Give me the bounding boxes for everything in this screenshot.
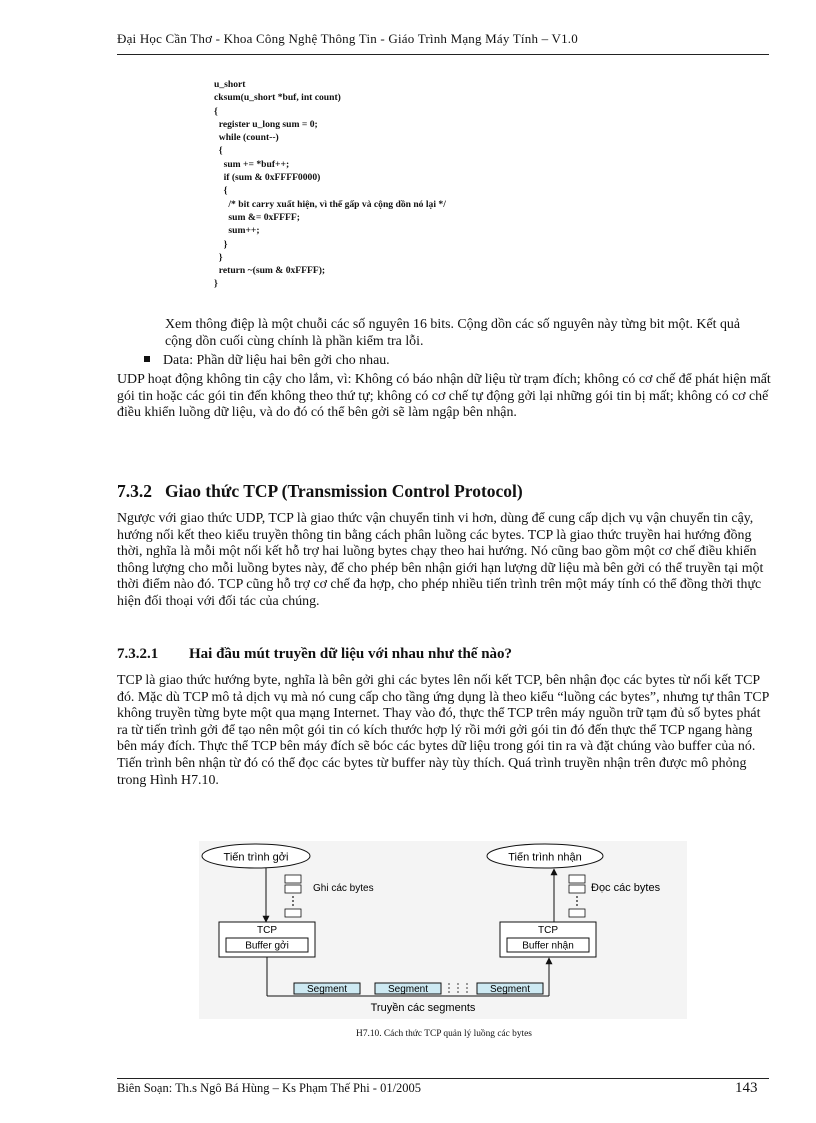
tcp-stream-figure — [199, 841, 687, 1019]
subsection-heading — [117, 646, 512, 663]
code-line: sum += *buf++; — [214, 158, 290, 170]
code-line: { — [214, 145, 223, 157]
code-line: return ~(sum & 0xFFFF); — [214, 265, 326, 277]
footer-divider — [117, 1078, 769, 1079]
byte-box — [285, 875, 301, 883]
footer-author: Biên Soạn: Th.s Ngô Bá Hùng – Ks Phạm Thế Phi - 01/2005 — [117, 1081, 422, 1095]
ellipsis-dot — [576, 896, 578, 898]
code-line: /* bit carry xuất hiện, vì thế gấp và cộng dồn nó lại */ — [214, 198, 446, 210]
ellipsis-dot — [576, 900, 578, 902]
code-line: if (sum & 0xFFFF0000) — [214, 172, 321, 184]
code-line: register u_long sum = 0; — [214, 118, 318, 130]
byte-box — [569, 885, 585, 893]
byte-stream-paragraph: TCP là giao thức hướng byte, nghĩa là bên gởi ghi các bytes lên nối kết TCP, bên nhận đọc các bytes từ nối kết TCP đó. Mặc dù TCP mô tả dịch vụ mà nó cung cấp cho tầng ứng dụng là theo kiểu “luồng các bytes”, nhưng tự thân TCP không truyền từng byte một qua mạng Internet. Thay vào đó, thực thể TCP trên máy nguồn trữ tạm đủ số bytes phát ra từ tiến trình gởi để tạo nên một gói tin có kích thước hợp lý rồi mới gởi gói tin đó đến thực thể TCP ngang hàng bên máy đích. Thực thể TCP bên máy đích sẽ bóc các bytes dữ liệu trong gói tin ra và đặt chúng vào buffer của nó. Tiến trình bên nhận từ đó có thể đọc các bytes từ buffer này tùy thích. Quá trình truyền nhận trên được mô phỏng trong Hình H7.10. — [117, 673, 769, 788]
sender-process-label: Tiến trình gởi — [223, 851, 289, 864]
code-listing — [214, 78, 446, 291]
write-bytes-label: Ghi các bytes — [313, 883, 374, 894]
tcp-sender-label: TCP — [257, 925, 277, 936]
bullet-text: Data: Phần dữ liệu hai bên gởi cho nhau. — [163, 353, 390, 368]
recv-buffer-label: Buffer nhận — [522, 940, 574, 952]
bullet-item-data — [144, 353, 390, 370]
checksum-paragraph: Xem thông điệp là một chuỗi các số nguyên 16 bits. Cộng dồn các số nguyên này từng bit một. Kết quả cộng dồn cuối cùng chính là phần kiểm tra lỗi. — [165, 317, 741, 349]
tcp-paragraph: Ngược với giao thức UDP, TCP là giao thức vận chuyển tinh vi hơn, dùng để cung cấp dịch vụ vận chuyển tin cậy, hướng nối kết theo kiểu truyền thông tin bằng cách phân luồng các bytes. TCP là giao thức truyền hai hướng đồng thời, nghĩa là mỗi một nối kết hỗ trợ hai luồng bytes chạy theo hai hướng. Nó cũng bao gồm một cơ chế điều khiển thông lượng cho mỗi luồng bytes này, để cho phép bên nhận giới hạn lượng dữ liệu mà bên gởi có thể truyền tại một thời điểm nào đó. TCP cũng hỗ trợ cơ chế đa hợp, cho phép nhiều tiến trình trên một máy tính có thể đồng thời thực hiện đối thoại với đối tác của chúng. — [117, 511, 764, 609]
code-line: } — [214, 278, 218, 290]
segment-label: Segment — [489, 984, 531, 995]
transmit-label: Truyền các segments — [370, 1002, 476, 1014]
ellipsis-dot — [292, 900, 294, 902]
code-line: u_short — [214, 79, 246, 90]
byte-box — [569, 875, 585, 883]
ellipsis-dot — [292, 896, 294, 898]
header-divider — [117, 54, 769, 55]
byte-box — [285, 885, 301, 893]
section-title: Giao thức TCP (Transmission Control Protocol) — [165, 481, 523, 501]
segment-label: Segment — [387, 984, 429, 995]
code-line: cksum(u_short *buf, int count) — [214, 92, 341, 104]
figure-diagram — [199, 841, 687, 1019]
section-number: 7.3.2 — [117, 481, 152, 501]
code-line: sum++; — [214, 225, 260, 237]
code-line: } — [214, 251, 223, 263]
byte-box — [285, 909, 301, 917]
send-buffer-label: Buffer gởi — [245, 940, 289, 952]
udp-paragraph: UDP hoạt động không tin cậy cho lắm, vì: Không có báo nhận dữ liệu từ trạm đích; không có cơ chế để phát hiện mất gói tin hoặc các gói tin đến không theo thứ tự; không có cơ chế tự động gởi lại những gói tin bị mất; không có cơ chế điều khiển luồng dữ liệu, và do đó có thể bên gởi sẽ làm ngập bên nhận. — [117, 372, 771, 421]
section-heading — [117, 481, 523, 502]
figure-caption: H7.10. Cách thức TCP quản lý luồng các bytes — [356, 1029, 532, 1039]
subsection-number: 7.3.2.1 — [117, 646, 159, 662]
receiver-process-label: Tiến trình nhận — [508, 851, 582, 864]
page-header: Đại Học Cần Thơ - Khoa Công Nghệ Thông Tin - Giáo Trình Mạng Máy Tính – V1.0 — [117, 31, 578, 46]
ellipsis-dot — [292, 904, 294, 906]
ellipsis-dot — [576, 904, 578, 906]
subsection-title: Hai đầu mút truyền dữ liệu với nhau như thế nào? — [189, 646, 513, 662]
bullet-icon — [144, 356, 150, 362]
segment-label: Segment — [306, 984, 348, 995]
code-line: { — [214, 185, 228, 197]
read-bytes-label: Đọc các bytes — [591, 882, 661, 894]
page-number: 143 — [735, 1080, 758, 1096]
code-line: { — [214, 105, 218, 117]
tcp-receiver-label: TCP — [538, 925, 558, 936]
code-line: sum &= 0xFFFF; — [214, 211, 300, 223]
code-line: } — [214, 238, 228, 250]
code-line: while (count--) — [214, 132, 279, 144]
byte-box — [569, 909, 585, 917]
